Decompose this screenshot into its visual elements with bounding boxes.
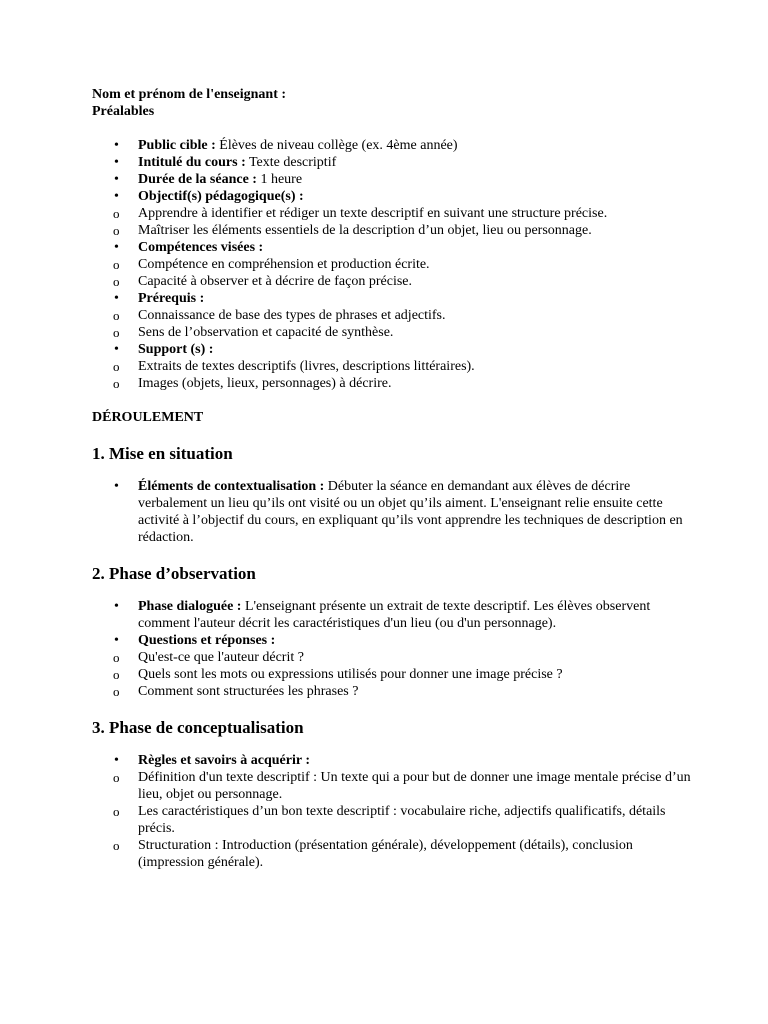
section-list [92,752,692,871]
teacher-name-label: Nom et prénom de l'enseignant : [92,87,287,102]
sub-list [92,205,692,239]
sub-list-item: o Les caractéristiques d’un bon texte descriptif : vocabulaire riche, adjectifs qualificatifs, détails précis. [138,803,692,837]
deroulement-title: DÉROULEMENT [92,410,204,425]
sub-list-item: o Qu'est-ce que l'auteur décrit ? [138,649,692,666]
list-item: • Objectif(s) pédagogique(s) : o Apprendre à identifier et rédiger un texte descriptif en suivant une structure précise. o Maîtriser les éléments essentiels de la description d’un objet, lieu ou personnage. [92,188,692,239]
list-item: • Questions et réponses : o Qu'est-ce que l'auteur décrit ? o Quels sont les mots ou expressions utilisés pour donner une image précise ? o Comment sont structurées les phrases ? [92,632,692,700]
sub-list-item: o Sens de l’observation et capacité de synthèse. [138,324,692,341]
sub-list-item: o Apprendre à identifier et rédiger un texte descriptif en suivant une structure précise. [138,205,692,222]
sub-list [92,256,692,290]
section-list [92,478,692,546]
sub-list-item: o Définition d'un texte descriptif : Un texte qui a pour but de donner une image mentale précise d’un lieu, objet ou personnage. [138,769,692,803]
list-item: • Prérequis : o Connaissance de base des types de phrases et adjectifs. o Sens de l’observation et capacité de synthèse. [92,290,692,341]
prerequisites-title: Préalables [92,104,155,119]
sub-list [92,769,692,871]
list-item: • Compétences visées : o Compétence en compréhension et production écrite. o Capacité à observer et à décrire de façon précise. [92,239,692,290]
list-item: • Public cible : Élèves de niveau collège (ex. 4ème année) [92,137,692,154]
document-content [92,86,692,871]
prealables-list [92,137,692,392]
sub-list-item: o Maîtriser les éléments essentiels de la description d’un objet, lieu ou personnage. [138,222,692,239]
sub-list-item: o Connaissance de base des types de phrases et adjectifs. [138,307,692,324]
document-header [92,86,692,120]
sub-list [92,649,692,700]
sub-list [92,307,692,341]
sub-list-item: o Comment sont structurées les phrases ? [138,683,692,700]
section-title: 2. Phase d’observation [92,564,256,583]
sub-list-item: o Capacité à observer et à décrire de façon précise. [138,273,692,290]
sub-list-item: o Quels sont les mots ou expressions utilisés pour donner une image précise ? [138,666,692,683]
section-title: 1. Mise en situation [92,444,233,463]
list-item: • Règles et savoirs à acquérir : o Définition d'un texte descriptif : Un texte qui a pour but de donner une image mentale précise d’un lieu, objet ou personnage. o Les caractéristiques d’un bon texte descriptif : vocabulaire riche, adjectifs qualificatifs, détails précis. o Structuration : Introduction (présentation générale), développement (détails), conclusion (impression générale). [92,752,692,871]
section-title: 3. Phase de conceptualisation [92,718,304,737]
sub-list [92,358,692,392]
section-list [92,598,692,700]
list-item: • Support (s) : o Extraits de textes descriptifs (livres, descriptions littéraires). o Images (objets, lieux, personnages) à décrire. [92,341,692,392]
sub-list-item: o Extraits de textes descriptifs (livres, descriptions littéraires). [138,358,692,375]
sub-list-item: o Structuration : Introduction (présentation générale), développement (détails), conclusion (impression générale). [138,837,692,871]
list-item: • Phase dialoguée : L'enseignant présente un extrait de texte descriptif. Les élèves observent comment l'auteur décrit les caractéristiques d'un lieu (ou d'un personnage). [92,598,692,632]
list-item: • Éléments de contextualisation : Débuter la séance en demandant aux élèves de décrire verbalement un lieu qu’ils ont visité ou un objet qu’ils aiment. L'enseignant relie ensuite cette activité à l’objectif du cours, en expliquant qu’ils vont apprendre les techniques de description en rédaction. [92,478,692,546]
list-item: • Durée de la séance : 1 heure [92,171,692,188]
list-item: • Intitulé du cours : Texte descriptif [92,154,692,171]
sub-list-item: o Images (objets, lieux, personnages) à décrire. [138,375,692,392]
sub-list-item: o Compétence en compréhension et production écrite. [138,256,692,273]
